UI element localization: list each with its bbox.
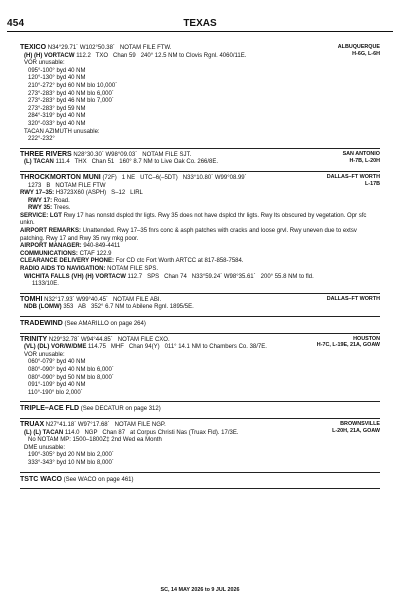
vor-line: 060°-079° byd 40 NM [28,359,86,366]
entry-region [317,336,380,350]
vor-line: 210°-272° byd 60 NM blo 10,000´ [28,82,118,89]
artcc-label: HOUSTON [353,335,380,342]
chart-refs: H-7C, L-19E, 21A, GOAW [316,342,380,349]
wichita-navaid-details-2: 1133/10E. [32,281,59,288]
communications: CTAF 122.9 [79,250,112,257]
service-lgt-label: LGT [49,212,62,219]
cross-reference: (See WACO on page 461) [63,476,134,483]
elevation-line: 1273 B NOTAM FILE FTW [28,182,106,189]
vor-unusable-label: VOR unusable: [24,60,65,67]
cross-reference: (See DECATUR on page 312) [80,406,161,413]
navaid-details: 353 AB 352° 6.7 NM to Abilene Rgnl. 1895/5E. [63,304,194,311]
entry-name: TOMHI [20,295,43,303]
coords: N29°32.78´ W94°44.85´ NOTAM FILE CXO. [48,336,170,343]
wichita-navaid-details: 112.7 SPS Chan 74 N33°59.24´ W98°35.61´ 200° 55.8 NM to fld. [127,273,314,280]
coords: N27°41.18´ W97°17.68´ NOTAM FILE NGP. [45,421,166,428]
entries [20,42,380,489]
vor-line: 273°-283° byd 46 NM blo 7,000´ [28,98,114,105]
navaid-details: 114.0 NGP Chan 87 at Corpus Christi Nas (Truax Fld). 17/3E. [64,429,239,436]
radio-aids: NOTAM FILE SPS. [107,266,159,273]
cross-reference: (See AMARILLO on page 264) [64,321,146,327]
airport-remarks-label: AIRPORT REMARKS: [20,228,81,235]
vor-line: 273°-283° byd 59 NM [28,105,86,112]
vor-line: 080°-090° byd 40 NM blo 6,000´ [28,366,114,373]
artcc-label: ALBUQUERQUE [337,44,380,50]
coords: N28°30.30´ W98°09.03´ NOTAM FILE SJT. [73,151,192,158]
clearance-details: For CD ctc Fort Worth ARTCC at 817-858-7584. [115,258,244,265]
tacan-line: 222°-232° [28,136,55,143]
navaid-type: (L) (L) TACAN [24,429,64,436]
vor-unusable-label: VOR unusable: [24,351,65,358]
vor-line: 284°-319° byd 40 NM [28,113,86,120]
wichita-navaid-label: WICHITA FALLS (VH) (H) VORTACW [24,273,126,280]
entry-region [343,151,380,165]
runway-35-label: RWY 35: [28,205,53,212]
communications-label: COMMUNICATIONS: [20,250,78,257]
entry-name: TRADEWIND [20,320,63,327]
header-rule [7,31,393,32]
entry-name: TRIPLE–ACE FLD [20,405,80,413]
entry-triple-ace [20,402,380,419]
airport-manager-label: AIRPORT MANAGER: [20,243,82,250]
artcc-label: BROWNSVILLE [340,420,380,427]
navaid-details: 112.2 TXO Chan 59 240° 12.5 NM to Clovis Rgnl. 4060/11E. [76,52,247,59]
entry-region [327,296,380,303]
entry-name: TSTC WACO [20,475,62,483]
airport-remarks: Unattended. Rwy 17–35 fnrs conc & asph patches with cracks and loose grvl. Rwy uneven due to extsv patching. Rwy 17 and Rwy 35 rwy mkg poor. [20,228,357,242]
entry-tstc-waco [20,473,380,490]
entry-name: TRUAX [20,420,45,428]
radio-aids-label: RADIO AIDS TO NAVIGATION: [20,266,106,273]
entry-name: TRINITY [20,335,48,343]
notam-note: No NOTAM MP: 1500–1800Z‡ 2nd Wed ea Month [28,437,162,444]
entry-tradewind [20,317,380,334]
entry-name: THREE RIVERS [20,150,72,158]
page-header [0,0,400,30]
artcc-label: DALLAS–FT WORTH [326,173,380,180]
tacan-unusable-label: TACAN AZIMUTH unusable: [24,128,100,135]
entry-name: TEXICO [20,44,47,51]
entry-region [327,174,380,188]
entry-throckmorton [20,172,380,294]
page-footer: SC, 14 MAY 2026 to 9 JUL 2026 [160,587,240,593]
state-title: TEXAS [183,18,217,29]
vor-line: 080°-090° byd 50 NM blo 8,000´ [28,374,114,381]
runway-17-details: Road. [53,197,70,204]
runway-details: H3723X60 (ASPH) S–12 LIRL [55,190,143,197]
entry-three-rivers [20,149,380,172]
entry-tomhi [20,294,380,317]
dme-unusable-label: DME unusable: [24,444,66,451]
coords: N34°29.71´ W102°50.38´ NOTAM FILE FTW. [47,45,172,51]
service-details: Rwy 17 has nonstd dsplcd thr ligts. Rwy 35 does not have dsplcd thr ligts. Rwy lts obscured by vegetation. Opr sfc unkn. [20,212,367,227]
navaid-type: (VL) (DL) VOR/W/DME [24,344,87,351]
runway-35-details: Trees. [53,205,71,212]
navaid-type: NDB (LOMW) [24,304,62,311]
service-label: SERVICE: [20,212,49,219]
vor-line: 110°-190° blo 2,000´ [28,389,83,396]
navaid-type: (L) TACAN [24,159,54,166]
navaid-type: (H) (H) VORTACW [24,52,75,59]
entry-trinity [20,334,380,403]
vor-line: 120°-130° byd 40 NM [28,75,86,82]
entry-name: THROCKMORTON MUNI [20,173,101,181]
dme-line: 333°-343° byd 10 NM blo 8,000´ [28,459,114,466]
clearance-label: CLEARANCE DELIVERY PHONE: [20,258,115,265]
chart-refs: H-7B, L-20H [349,157,380,164]
vor-line: 091°-109° byd 40 NM [28,382,86,389]
vor-line: 095°-100° byd 40 NM [28,67,86,74]
coords: N32°17.93´ W99°40.45´ NOTAM FILE ABI. [44,296,162,303]
id-line: (72F) 1 NE UTC–6(–5DT) N33°10.80´ W99°08.99´ [102,174,247,181]
entry-region [332,421,380,435]
dme-line: 190°-305° byd 20 NM blo 2,000´ [28,452,114,459]
entry-truax [20,419,380,473]
artcc-label: DALLAS–FT WORTH [326,295,380,302]
navaid-details: 111.4 THX Chan 51 160° 8.7 NM to Live Oak Co. 266/8E. [55,159,219,166]
runway-17-label: RWY 17: [28,197,53,204]
entry-texico [20,42,380,149]
entry-region [338,44,380,58]
runway-label: RWY 17–35: [20,190,55,197]
chart-refs: H-6G, L-6H [352,50,380,57]
page-number: 454 [7,18,25,29]
navaid-details: 114.75 MHF Chan 94(Y) 011° 14.1 NM to Chambers Co. 38/7E. [88,344,267,351]
artcc-label: SAN ANTONIO [342,150,380,157]
chart-refs: L-20H, 21A, GOAW [332,427,380,434]
vor-line: 273°-283° byd 40 NM blo 6,000´ [28,90,114,97]
chart-refs: L-17B [365,180,380,187]
vor-line: 320°-033° byd 40 NM [28,120,86,127]
airport-manager: 940-849-4411 [83,243,121,250]
